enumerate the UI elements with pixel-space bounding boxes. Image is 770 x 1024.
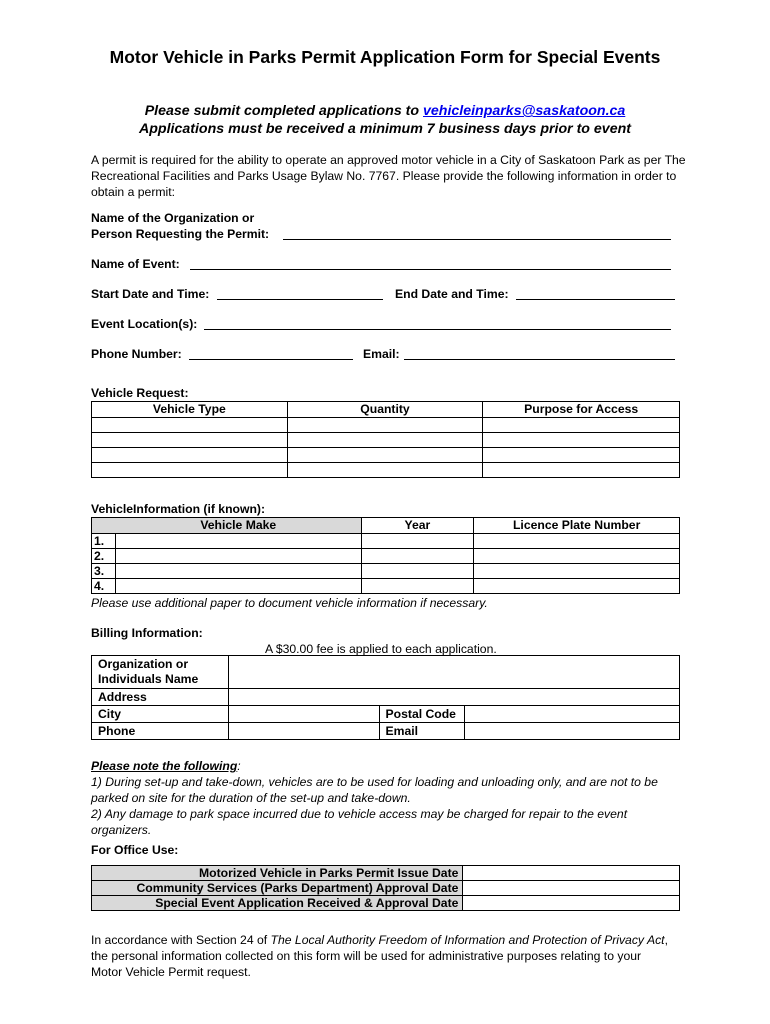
submit-email-link[interactable]: vehicleinparks@saskatoon.ca bbox=[423, 103, 626, 119]
vehicle-info-note: Please use additional paper to document vehicle information if necessary. bbox=[91, 596, 488, 610]
email-input-line[interactable] bbox=[404, 349, 675, 360]
table-row bbox=[92, 418, 680, 433]
vehicle-type-header: Vehicle Type bbox=[92, 402, 288, 418]
privacy-act: The Local Authority Freedom of Information and Protection of Privacy Act bbox=[270, 933, 665, 947]
vehicle-request-heading: Vehicle Request: bbox=[91, 386, 189, 400]
start-date-label: Start Date and Time: bbox=[91, 287, 210, 301]
office-date-field[interactable] bbox=[463, 881, 680, 896]
org-label-line1: Name of the Organization or bbox=[91, 211, 255, 225]
billing-table bbox=[91, 655, 680, 740]
office-date-field[interactable] bbox=[463, 866, 680, 881]
year-header: Year bbox=[361, 518, 474, 534]
billing-address-field[interactable] bbox=[228, 689, 679, 706]
privacy-pre: In accordance with Section 24 of bbox=[91, 933, 271, 947]
billing-phone-field[interactable] bbox=[228, 723, 379, 740]
office-use-table bbox=[91, 865, 680, 911]
row-number: 3. bbox=[92, 564, 116, 579]
billing-email-field[interactable] bbox=[465, 723, 680, 740]
billing-city-label: City bbox=[92, 706, 229, 723]
notes-colon: : bbox=[237, 759, 241, 773]
submit-instruction bbox=[0, 103, 770, 119]
vehicle-request-table bbox=[91, 401, 680, 478]
notes-heading: Please note the following bbox=[91, 759, 238, 773]
purpose-header: Purpose for Access bbox=[483, 402, 680, 418]
vehicle-info-table bbox=[91, 517, 680, 594]
phone-input-line[interactable] bbox=[189, 349, 353, 360]
billing-phone-label: Phone bbox=[92, 723, 229, 740]
vehicle-make-header: Vehicle Make bbox=[92, 518, 362, 534]
table-row bbox=[92, 564, 680, 579]
table-row bbox=[92, 534, 680, 549]
intro-paragraph: A permit is required for the ability to operate an approved motor vehicle in a City of Saskatoon Park as per The Recreational Facilities and Parks Usage Bylaw No. 7767. Please provide the following information in order to obtain a permit: bbox=[91, 153, 686, 199]
start-date-input-line[interactable] bbox=[217, 289, 383, 300]
row-number: 4. bbox=[92, 579, 116, 594]
org-input-line[interactable] bbox=[283, 229, 671, 240]
phone-label: Phone Number: bbox=[91, 347, 182, 361]
billing-email-label: Email bbox=[379, 723, 465, 740]
table-row bbox=[92, 448, 680, 463]
deadline-notice: Applications must be received a minimum 7 business days prior to event bbox=[139, 121, 631, 137]
event-name-label: Name of Event: bbox=[91, 257, 180, 271]
fee-notice: A $30.00 fee is applied to each application. bbox=[265, 642, 497, 656]
table-row bbox=[92, 433, 680, 448]
table-row bbox=[92, 549, 680, 564]
table-row bbox=[92, 579, 680, 594]
form-title: Motor Vehicle in Parks Permit Application Form for Special Events bbox=[109, 47, 661, 67]
office-use-heading: For Office Use: bbox=[91, 843, 179, 857]
note-item-1: 1) During set-up and take-down, vehicles are to be used for loading and unloading only, and are not to be parked on site for the duration of the set-up and take-down. bbox=[91, 775, 658, 805]
end-date-input-line[interactable] bbox=[516, 289, 675, 300]
note-item-2: 2) Any damage to park space incurred due to vehicle access may be charged for repair to the event organizers. bbox=[91, 807, 628, 837]
email-label: Email: bbox=[363, 347, 400, 361]
row-number: 2. bbox=[92, 549, 116, 564]
office-row-label: Motorized Vehicle in Parks Permit Issue Date bbox=[92, 866, 463, 881]
submit-prefix: Please submit completed applications to bbox=[144, 103, 423, 119]
vehicle-info-heading: VehicleInformation (if known): bbox=[91, 502, 266, 516]
billing-name-label: Organization or Individuals Name bbox=[92, 656, 229, 689]
billing-name-field[interactable] bbox=[228, 656, 679, 689]
location-label: Event Location(s): bbox=[91, 317, 198, 331]
table-row bbox=[92, 463, 680, 478]
billing-postal-field[interactable] bbox=[465, 706, 680, 723]
billing-city-field[interactable] bbox=[228, 706, 379, 723]
location-input-line[interactable] bbox=[204, 319, 671, 330]
privacy-statement bbox=[91, 932, 671, 980]
billing-address-label: Address bbox=[92, 689, 229, 706]
billing-postal-label: Postal Code bbox=[379, 706, 465, 723]
licence-plate-header: Licence Plate Number bbox=[474, 518, 680, 534]
org-label-line2: Person Requesting the Permit: bbox=[91, 227, 270, 241]
end-date-label: End Date and Time: bbox=[395, 287, 509, 301]
billing-heading: Billing Information: bbox=[91, 626, 203, 640]
quantity-header: Quantity bbox=[287, 402, 483, 418]
privacy-post: , the personal information collected on this form will be used for administrative purposes relating to your Motor Vehicle Permit request. bbox=[91, 933, 668, 979]
office-row-label: Special Event Application Received & Approval Date bbox=[92, 896, 463, 911]
notes-section bbox=[91, 758, 686, 838]
row-number: 1. bbox=[92, 534, 116, 549]
event-name-input-line[interactable] bbox=[190, 259, 671, 270]
office-date-field[interactable] bbox=[463, 896, 680, 911]
office-row-label: Community Services (Parks Department) Approval Date bbox=[92, 881, 463, 896]
